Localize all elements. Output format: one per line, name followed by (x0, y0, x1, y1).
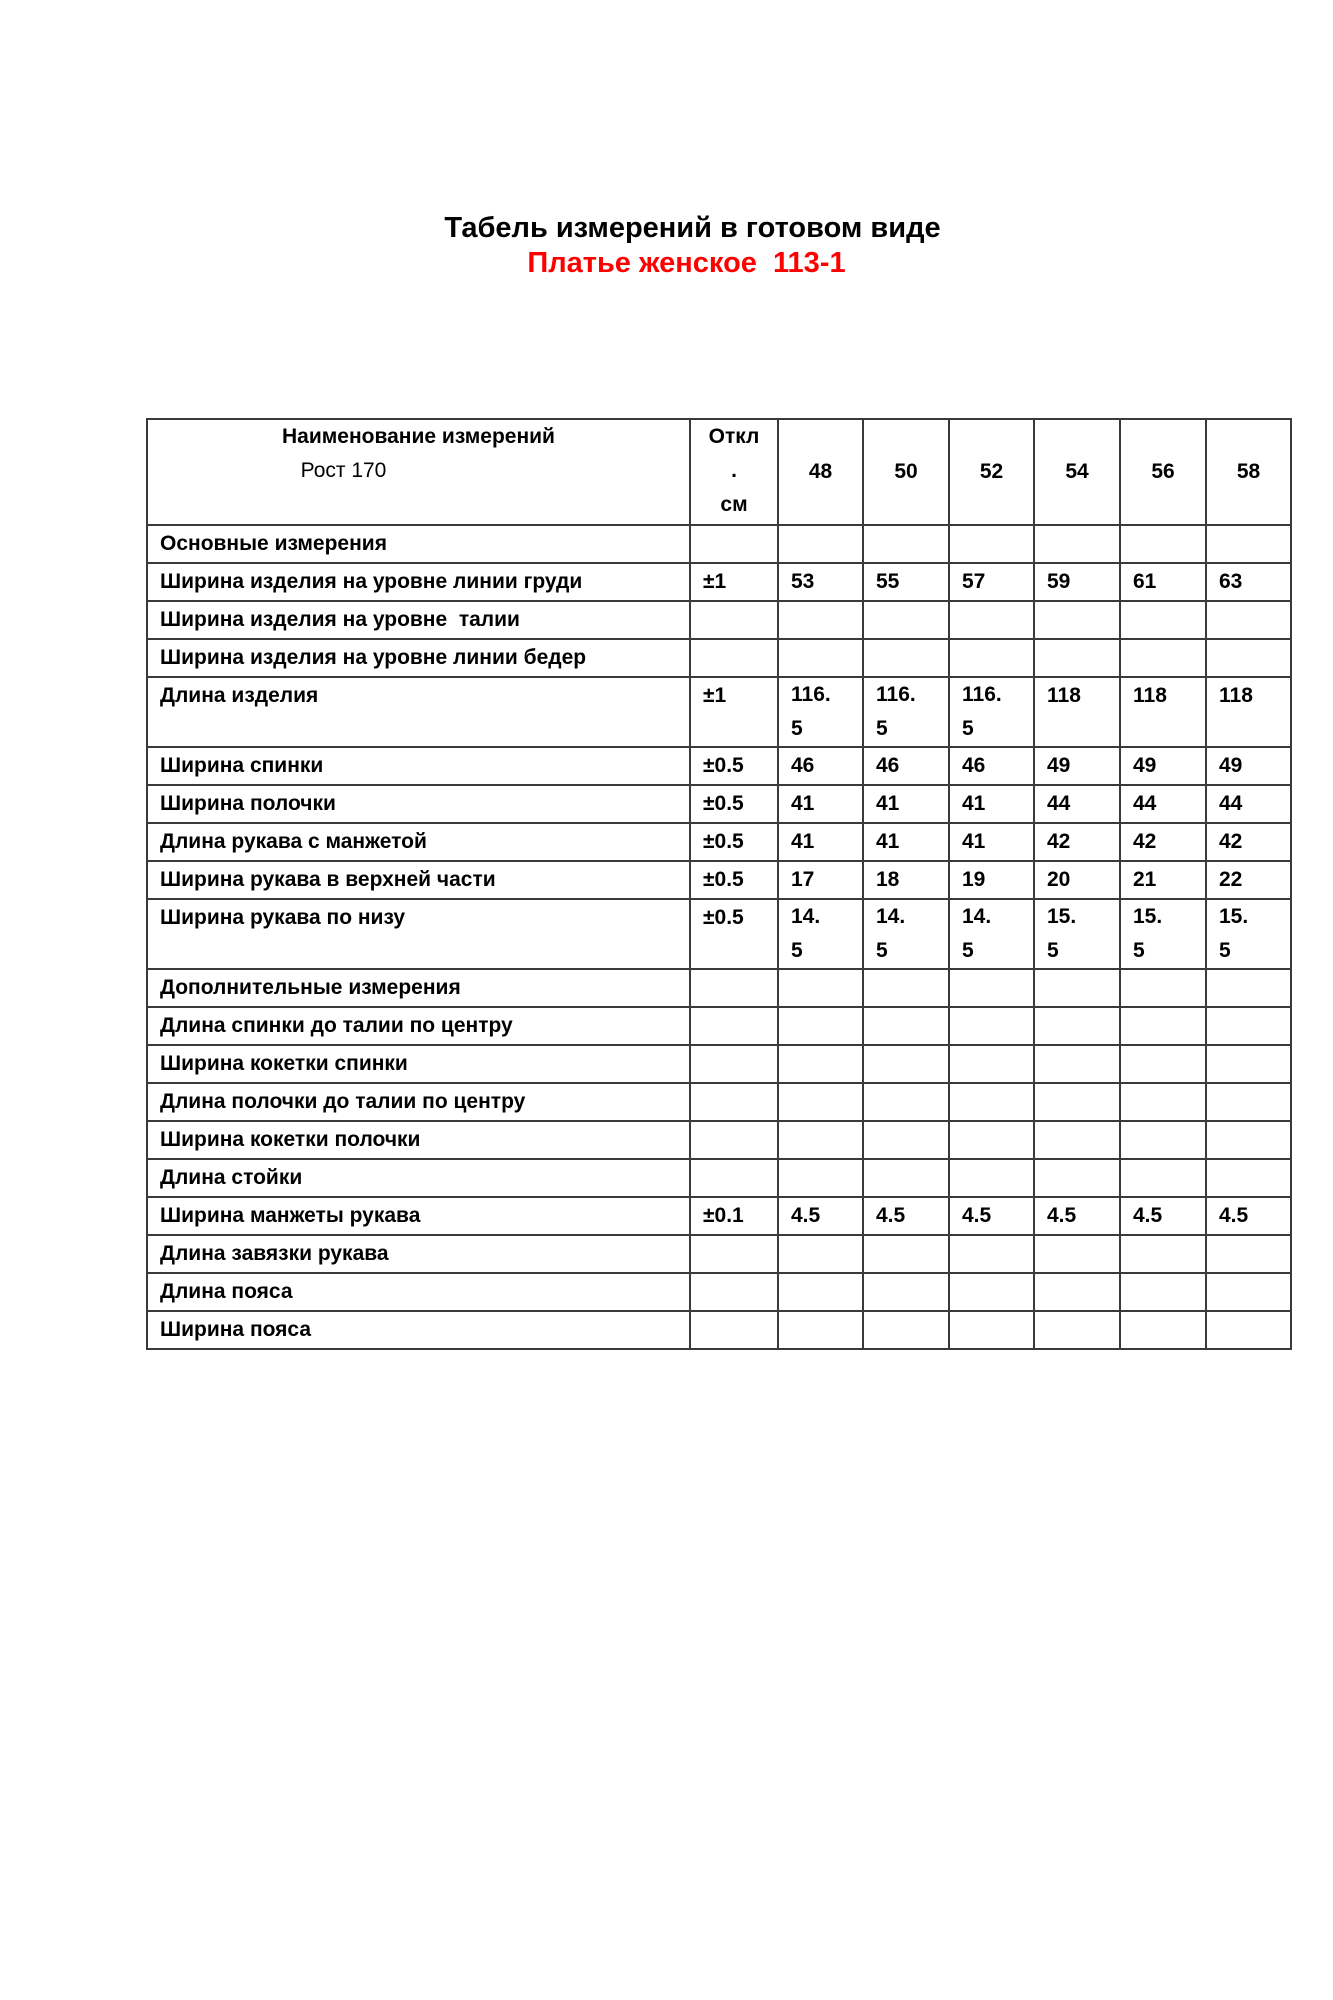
measurement-name-cell: Ширина полочки (147, 785, 690, 823)
measurement-name-cell: Ширина спинки (147, 747, 690, 785)
header-size-cell: 54 (1034, 419, 1120, 525)
size-value-cell (1206, 1159, 1291, 1197)
size-value-cell (778, 1007, 863, 1045)
size-value-cell: 4.5 (778, 1197, 863, 1235)
size-value-cell (863, 969, 949, 1007)
size-value-cell: 53 (778, 563, 863, 601)
deviation-cell: ±0.5 (690, 823, 778, 861)
deviation-cell (690, 525, 778, 563)
measurement-name-cell: Длина стойки (147, 1159, 690, 1197)
size-value-cell: 46 (949, 747, 1034, 785)
measurement-name-cell: Ширина пояса (147, 1311, 690, 1349)
size-value-cell (1206, 1235, 1291, 1273)
measurement-name-cell: Длина пояса (147, 1273, 690, 1311)
size-value-cell: 18 (863, 861, 949, 899)
size-value-cell (863, 1083, 949, 1121)
measurement-name-cell: Длина изделия (147, 677, 690, 747)
size-value-cell (778, 601, 863, 639)
header-deviation-line3: см (720, 493, 748, 516)
size-value-cell: 118 (1120, 677, 1206, 747)
table-row (147, 969, 1291, 1007)
size-value-cell: 41 (863, 785, 949, 823)
size-value-cell: 14. 5 (863, 899, 949, 969)
size-value-cell: 14. 5 (778, 899, 863, 969)
size-value-cell (1120, 525, 1206, 563)
size-value-cell (1120, 1235, 1206, 1273)
page-title: Табель измерений в готовом виде (444, 212, 941, 244)
table-header-row (147, 419, 1291, 525)
measurement-name-cell: Дополнительные измерения (147, 969, 690, 1007)
size-value-cell (778, 525, 863, 563)
size-value-cell (1120, 1121, 1206, 1159)
size-value-cell (949, 525, 1034, 563)
deviation-cell (690, 1045, 778, 1083)
size-value-cell (863, 1045, 949, 1083)
deviation-cell (690, 1235, 778, 1273)
size-value-cell (1034, 1045, 1120, 1083)
size-value-cell (1120, 1311, 1206, 1349)
table-row (147, 677, 1291, 747)
size-value-cell: 15. 5 (1034, 899, 1120, 969)
size-value-cell: 44 (1120, 785, 1206, 823)
size-value-cell: 14. 5 (949, 899, 1034, 969)
measurement-name-cell: Ширина изделия на уровне талии (147, 601, 690, 639)
size-value-cell (1120, 1045, 1206, 1083)
table-row (147, 899, 1291, 969)
header-deviation-cell (690, 419, 778, 525)
size-value-cell: 15. 5 (1206, 899, 1291, 969)
measurement-name-cell: Длина спинки до талии по центру (147, 1007, 690, 1045)
size-value-cell (1206, 1007, 1291, 1045)
measurement-name-cell: Длина полочки до талии по центру (147, 1083, 690, 1121)
size-value-cell (1034, 1007, 1120, 1045)
size-value-cell (1120, 1083, 1206, 1121)
size-value-cell (1120, 601, 1206, 639)
size-value-cell (1034, 1273, 1120, 1311)
table-row (147, 639, 1291, 677)
size-value-cell: 49 (1034, 747, 1120, 785)
size-value-cell (1120, 969, 1206, 1007)
size-value-cell (1206, 1311, 1291, 1349)
size-value-cell (1034, 1235, 1120, 1273)
size-value-cell (778, 639, 863, 677)
size-value-cell: 22 (1206, 861, 1291, 899)
header-size-cell: 48 (778, 419, 863, 525)
deviation-cell (690, 1121, 778, 1159)
size-value-cell (1034, 1159, 1120, 1197)
header-height-label: Рост 170 (300, 459, 387, 482)
table-row (147, 785, 1291, 823)
size-value-cell: 21 (1120, 861, 1206, 899)
deviation-cell: ±0.5 (690, 861, 778, 899)
size-value-cell: 41 (949, 823, 1034, 861)
size-value-cell: 49 (1206, 747, 1291, 785)
header-size-cell: 50 (863, 419, 949, 525)
size-value-cell: 116. 5 (949, 677, 1034, 747)
header-name-cell (147, 419, 690, 525)
table-row (147, 1197, 1291, 1235)
size-value-cell (949, 1311, 1034, 1349)
size-value-cell (1120, 1007, 1206, 1045)
deviation-cell (690, 1007, 778, 1045)
size-value-cell (1206, 1121, 1291, 1159)
size-value-cell: 61 (1120, 563, 1206, 601)
deviation-cell: ±1 (690, 677, 778, 747)
header-size-cell: 56 (1120, 419, 1206, 525)
size-value-cell (778, 1311, 863, 1349)
size-value-cell (949, 1273, 1034, 1311)
size-value-cell (1206, 525, 1291, 563)
size-value-cell (1034, 1083, 1120, 1121)
size-value-cell (1206, 639, 1291, 677)
measurement-name-cell: Ширина изделия на уровне линии груди (147, 563, 690, 601)
size-value-cell: 118 (1034, 677, 1120, 747)
size-value-cell (1034, 1121, 1120, 1159)
size-value-cell: 17 (778, 861, 863, 899)
size-value-cell: 4.5 (1120, 1197, 1206, 1235)
table-row (147, 1083, 1291, 1121)
deviation-cell (690, 1273, 778, 1311)
size-value-cell (863, 601, 949, 639)
size-value-cell (778, 969, 863, 1007)
size-value-cell (949, 1083, 1034, 1121)
size-value-cell: 44 (1034, 785, 1120, 823)
table-row (147, 525, 1291, 563)
measurement-name-cell: Ширина рукава в верхней части (147, 861, 690, 899)
size-value-cell: 57 (949, 563, 1034, 601)
size-value-cell (778, 1045, 863, 1083)
measurement-name-cell: Ширина кокетки полочки (147, 1121, 690, 1159)
deviation-cell: ±0.5 (690, 785, 778, 823)
size-value-cell (949, 601, 1034, 639)
product-subtitle: Платье женское 113-1 (527, 247, 846, 279)
table-row (147, 601, 1291, 639)
size-value-cell (1034, 601, 1120, 639)
size-value-cell (1206, 1083, 1291, 1121)
size-value-cell (1206, 1273, 1291, 1311)
size-value-cell (1206, 601, 1291, 639)
size-value-cell (1120, 1273, 1206, 1311)
deviation-cell: ±0.5 (690, 747, 778, 785)
table-row (147, 1273, 1291, 1311)
size-value-cell: 118 (1206, 677, 1291, 747)
header-size-cell: 58 (1206, 419, 1291, 525)
table-row (147, 1159, 1291, 1197)
size-value-cell (1120, 639, 1206, 677)
deviation-cell (690, 969, 778, 1007)
table-row (147, 861, 1291, 899)
size-value-cell (778, 1273, 863, 1311)
size-value-cell: 42 (1120, 823, 1206, 861)
size-value-cell (949, 1045, 1034, 1083)
size-value-cell (1206, 1045, 1291, 1083)
table-row (147, 563, 1291, 601)
size-value-cell (863, 1007, 949, 1045)
size-value-cell (949, 969, 1034, 1007)
size-value-cell (778, 1083, 863, 1121)
size-value-cell: 41 (778, 823, 863, 861)
size-value-cell: 4.5 (1206, 1197, 1291, 1235)
table-row (147, 1235, 1291, 1273)
size-value-cell: 55 (863, 563, 949, 601)
measurement-name-cell: Ширина кокетки спинки (147, 1045, 690, 1083)
size-value-cell: 46 (863, 747, 949, 785)
size-value-cell: 19 (949, 861, 1034, 899)
deviation-cell (690, 1083, 778, 1121)
table-row (147, 1121, 1291, 1159)
size-value-cell (949, 1007, 1034, 1045)
size-value-cell (863, 1311, 949, 1349)
size-value-cell (778, 1235, 863, 1273)
size-value-cell (1120, 1159, 1206, 1197)
size-value-cell: 44 (1206, 785, 1291, 823)
measurement-name-cell: Ширина рукава по низу (147, 899, 690, 969)
measurement-name-cell: Длина рукава с манжетой (147, 823, 690, 861)
measurement-name-cell: Основные измерения (147, 525, 690, 563)
size-value-cell (863, 1121, 949, 1159)
measurement-name-cell: Ширина манжеты рукава (147, 1197, 690, 1235)
size-value-cell: 116. 5 (778, 677, 863, 747)
table-row (147, 1007, 1291, 1045)
deviation-cell (690, 1311, 778, 1349)
size-value-cell (863, 1159, 949, 1197)
measurement-name-cell: Ширина изделия на уровне линии бедер (147, 639, 690, 677)
size-value-cell: 116. 5 (863, 677, 949, 747)
deviation-cell (690, 639, 778, 677)
size-value-cell: 41 (863, 823, 949, 861)
deviation-cell (690, 1159, 778, 1197)
size-value-cell: 4.5 (1034, 1197, 1120, 1235)
table-row (147, 1045, 1291, 1083)
size-value-cell: 20 (1034, 861, 1120, 899)
size-value-cell (863, 1235, 949, 1273)
size-value-cell: 42 (1034, 823, 1120, 861)
table-row (147, 1311, 1291, 1349)
header-name-label: Наименование измерений (282, 425, 555, 448)
size-value-cell: 15. 5 (1120, 899, 1206, 969)
table-row (147, 823, 1291, 861)
size-value-cell: 4.5 (863, 1197, 949, 1235)
size-value-cell (1034, 969, 1120, 1007)
size-value-cell (949, 1159, 1034, 1197)
size-value-cell: 63 (1206, 563, 1291, 601)
size-value-cell (863, 1273, 949, 1311)
size-value-cell (1034, 1311, 1120, 1349)
size-value-cell (949, 1121, 1034, 1159)
deviation-cell (690, 601, 778, 639)
size-value-cell (1034, 639, 1120, 677)
size-value-cell (863, 639, 949, 677)
size-value-cell (863, 525, 949, 563)
header-size-cell: 52 (949, 419, 1034, 525)
deviation-cell: ±0.5 (690, 899, 778, 969)
size-value-cell: 41 (949, 785, 1034, 823)
size-value-cell (949, 1235, 1034, 1273)
size-value-cell: 59 (1034, 563, 1120, 601)
size-value-cell (949, 639, 1034, 677)
deviation-cell: ±1 (690, 563, 778, 601)
table-row (147, 747, 1291, 785)
deviation-cell: ±0.1 (690, 1197, 778, 1235)
header-deviation-line1: Откл (708, 425, 760, 448)
size-value-cell: 4.5 (949, 1197, 1034, 1235)
size-value-cell (778, 1121, 863, 1159)
size-value-cell (1034, 525, 1120, 563)
measurements-table (146, 418, 1292, 1350)
size-value-cell: 41 (778, 785, 863, 823)
size-value-cell (1206, 969, 1291, 1007)
measurement-name-cell: Длина завязки рукава (147, 1235, 690, 1273)
size-value-cell (778, 1159, 863, 1197)
size-value-cell: 49 (1120, 747, 1206, 785)
size-value-cell: 46 (778, 747, 863, 785)
size-value-cell: 42 (1206, 823, 1291, 861)
header-deviation-line2: . (731, 459, 737, 482)
